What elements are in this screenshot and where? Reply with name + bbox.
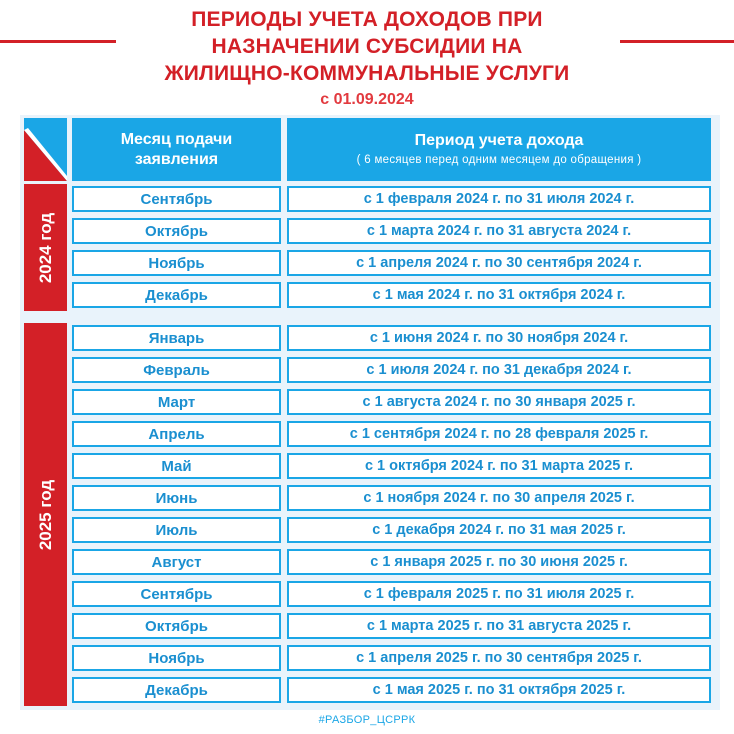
row-month: Октябрь — [72, 218, 281, 244]
header-period — [287, 118, 711, 181]
row-month: Июль — [72, 517, 281, 543]
row-month: Декабрь — [72, 282, 281, 308]
row-period: с 1 января 2025 г. по 30 июня 2025 г. — [287, 549, 711, 575]
row-period: с 1 сентября 2024 г. по 28 февраля 2025 г. — [287, 421, 711, 447]
header-month-line-2: заявления — [134, 150, 219, 168]
year-label-2025 — [24, 323, 67, 706]
title-line-2: НАЗНАЧЕНИИ СУБСИДИИ НА — [211, 35, 523, 58]
row-period: с 1 декабря 2024 г. по 31 мая 2025 г. — [287, 517, 711, 543]
header-month-line-1: Месяц подачи — [120, 130, 233, 148]
row-period: с 1 мая 2024 г. по 31 октября 2024 г. — [287, 282, 711, 308]
title-divider-right — [620, 40, 734, 43]
row-month: Июнь — [72, 485, 281, 511]
row-month: Октябрь — [72, 613, 281, 639]
row-month: Май — [72, 453, 281, 479]
row-period: с 1 августа 2024 г. по 30 января 2025 г. — [287, 389, 711, 415]
header-period-line-2: ( 6 месяцев перед одним месяцем до обращения ) — [356, 153, 642, 166]
effective-date: с 01.09.2024 — [320, 91, 414, 108]
row-month: Декабрь — [72, 677, 281, 703]
row-period: с 1 июня 2024 г. по 30 ноября 2024 г. — [287, 325, 711, 351]
row-period: с 1 ноября 2024 г. по 30 апреля 2025 г. — [287, 485, 711, 511]
row-month: Ноябрь — [72, 250, 281, 276]
row-month: Март — [72, 389, 281, 415]
header-month — [72, 118, 281, 181]
title-line-3: ЖИЛИЩНО-КОММУНАЛЬНЫЕ УСЛУГИ — [164, 62, 570, 85]
row-period: с 1 июля 2024 г. по 31 декабря 2024 г. — [287, 357, 711, 383]
row-month: Февраль — [72, 357, 281, 383]
row-period: с 1 мая 2025 г. по 31 октября 2025 г. — [287, 677, 711, 703]
corner-decoration — [24, 118, 67, 181]
row-month: Август — [72, 549, 281, 575]
row-period: с 1 апреля 2024 г. по 30 сентября 2024 г. — [287, 250, 711, 276]
row-month: Апрель — [72, 421, 281, 447]
row-period: с 1 октября 2024 г. по 31 марта 2025 г. — [287, 453, 711, 479]
row-period: с 1 февраля 2025 г. по 31 июля 2025 г. — [287, 581, 711, 607]
row-period: с 1 марта 2024 г. по 31 августа 2024 г. — [287, 218, 711, 244]
row-month: Сентябрь — [72, 581, 281, 607]
title-divider-left — [0, 40, 116, 43]
row-month: Январь — [72, 325, 281, 351]
header-period-line-1: Период учета дохода — [414, 131, 584, 149]
row-month: Ноябрь — [72, 645, 281, 671]
row-month: Сентябрь — [72, 186, 281, 212]
row-period: с 1 февраля 2024 г. по 31 июля 2024 г. — [287, 186, 711, 212]
year-label-2024 — [24, 184, 67, 311]
hashtag: #РАЗБОР_ЦСРРК — [318, 714, 416, 726]
page-title — [130, 6, 604, 87]
year-2024-text: 2024 год — [35, 212, 55, 283]
row-period: с 1 апреля 2025 г. по 30 сентября 2025 г. — [287, 645, 711, 671]
title-line-1: ПЕРИОДЫ УЧЕТА ДОХОДОВ ПРИ — [191, 8, 543, 31]
row-period: с 1 марта 2025 г. по 31 августа 2025 г. — [287, 613, 711, 639]
year-2025-text: 2025 год — [35, 479, 55, 550]
